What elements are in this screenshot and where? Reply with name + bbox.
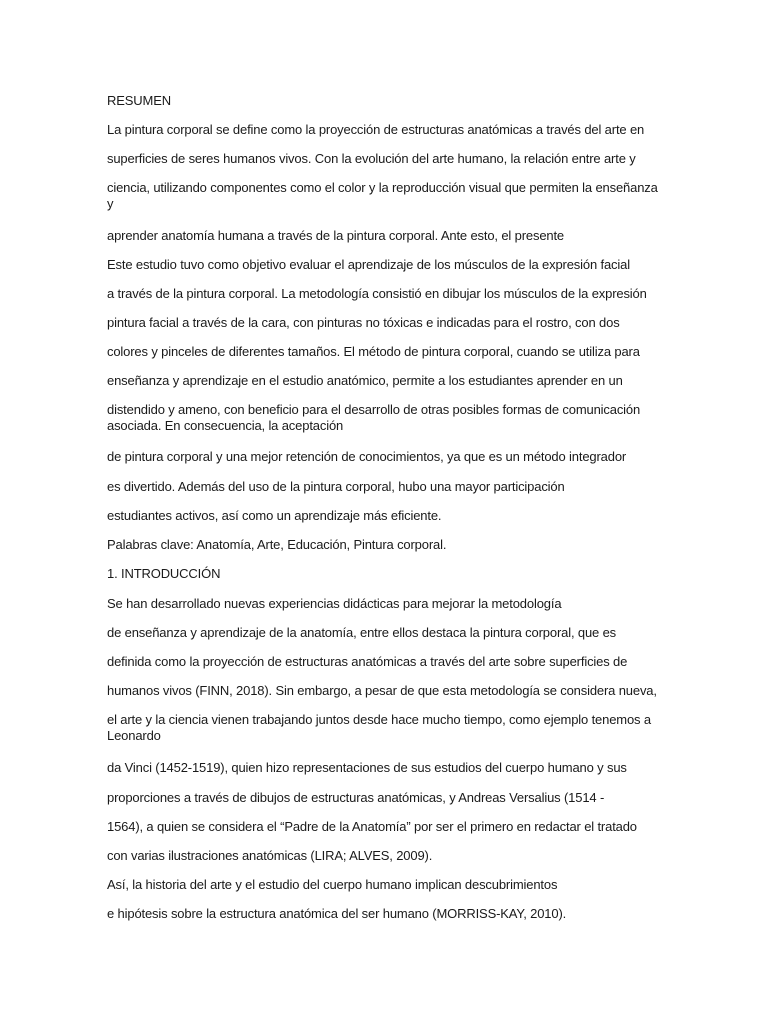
paragraph-line: enseñanza y aprendizaje en el estudio anatómico, permite a los estudiantes aprender en un [107, 373, 623, 388]
paragraph-line: aprender anatomía humana a través de la pintura corporal. Ante esto, el presente [107, 228, 565, 243]
paragraph-line: e hipótesis sobre la estructura anatómica del ser humano (MORRISS-KAY, 2010). [107, 906, 567, 921]
paragraph-line: es divertido. Además del uso de la pintura corporal, hubo una mayor participación [107, 479, 565, 494]
paragraph-line: de enseñanza y aprendizaje de la anatomía, entre ellos destaca la pintura corporal, que es [107, 625, 617, 640]
paragraph-line: 1564), a quien se considera el “Padre de la Anatomía” por ser el primero en redactar el tratado [107, 819, 637, 834]
heading-introduccion: 1. INTRODUCCIÓN [107, 566, 221, 581]
paragraph-line: da Vinci (1452-1519), quien hizo representaciones de sus estudios del cuerpo humano y sus [107, 760, 627, 775]
paragraph-line: el arte y la ciencia vienen trabajando juntos desde hace mucho tiempo, como ejemplo tenemos a Leonardo [107, 712, 651, 743]
paragraph-line: proporciones a través de dibujos de estructuras anatómicas, y Andreas Versalius (1514 - [107, 790, 605, 805]
paragraph-line: definida como la proyección de estructuras anatómicas a través del arte sobre superficies de [107, 654, 628, 669]
paragraph-line: de pintura corporal y una mejor retención de conocimientos, ya que es un método integrador [107, 449, 627, 464]
paragraph-line: La pintura corporal se define como la proyección de estructuras anatómicas a través del arte en [107, 122, 645, 137]
paragraph-line: pintura facial a través de la cara, con pinturas no tóxicas e indicadas para el rostro, con dos [107, 315, 620, 330]
paragraph-line: superficies de seres humanos vivos. Con la evolución del arte humano, la relación entre arte y [107, 151, 636, 166]
paragraph-line: colores y pinceles de diferentes tamaños. El método de pintura corporal, cuando se utiliza para [107, 344, 640, 359]
paragraph-line: humanos vivos (FINN, 2018). Sin embargo, a pesar de que esta metodología se considera nueva, [107, 683, 657, 698]
paragraph-line: Este estudio tuvo como objetivo evaluar el aprendizaje de los músculos de la expresión facial [107, 257, 630, 272]
paragraph-line: Se han desarrollado nuevas experiencias didácticas para mejorar la metodología [107, 596, 562, 611]
paragraph-line: a través de la pintura corporal. La metodología consistió en dibujar los músculos de la expresión [107, 286, 647, 301]
heading-resumen: RESUMEN [107, 93, 171, 108]
paragraph-line: distendido y ameno, con beneficio para el desarrollo de otras posibles formas de comunicación asociada. En consecuencia, la aceptación [107, 402, 641, 433]
keywords-line: Palabras clave: Anatomía, Arte, Educación, Pintura corporal. [107, 537, 447, 552]
paragraph-line: ciencia, utilizando componentes como el color y la reproducción visual que permiten la enseñanza y [107, 180, 658, 211]
paragraph-line: Así, la historia del arte y el estudio del cuerpo humano implican descubrimientos [107, 877, 558, 892]
paragraph-line: con varias ilustraciones anatómicas (LIRA; ALVES, 2009). [107, 848, 433, 863]
paragraph-line: estudiantes activos, así como un aprendizaje más eficiente. [107, 508, 442, 523]
